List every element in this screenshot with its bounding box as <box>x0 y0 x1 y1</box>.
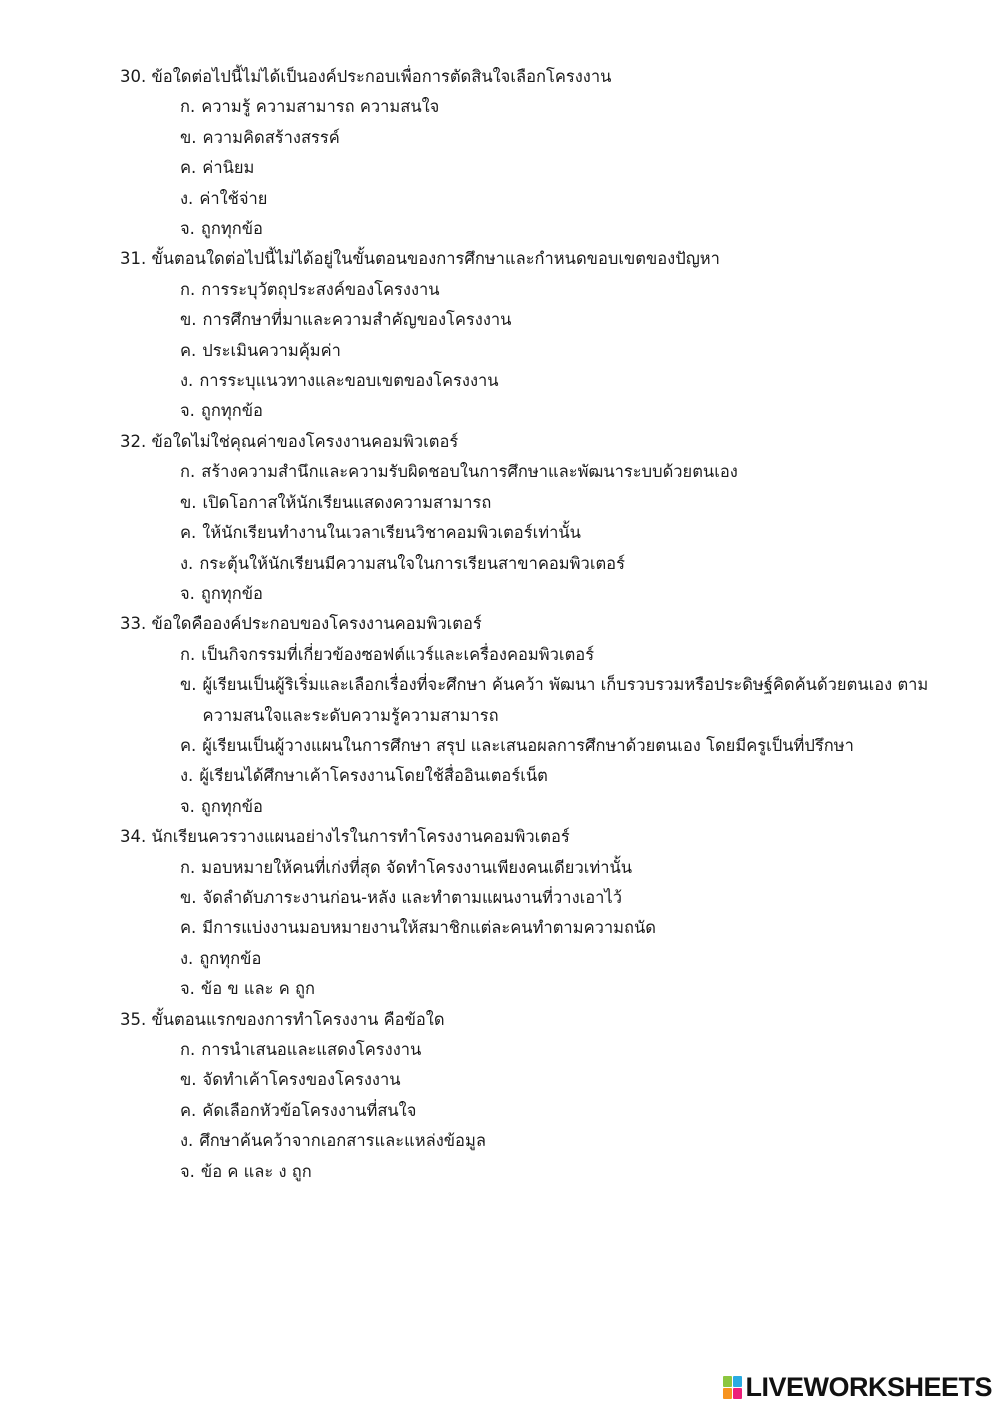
choice-option[interactable] <box>180 336 940 366</box>
question-number: 30. <box>120 67 147 86</box>
choice-option[interactable] <box>180 275 940 305</box>
choice-option[interactable] <box>180 184 940 214</box>
question-prompt: ข้อใดต่อไปนี้ไม่ได้เป็นองค์ประกอบเพื่อการตัดสินใจเลือกโครงงาน <box>151 67 612 86</box>
choice-text: ผู้เรียนเป็นผู้วางแผนในการศึกษา สรุป และเสนอผลการศึกษาด้วยตนเอง โดยมีครูเป็นที่ปรึกษา <box>202 735 854 755</box>
choice-option[interactable] <box>180 92 940 122</box>
choice-letter: ก. <box>180 279 196 299</box>
choice-letter: ข. <box>180 1070 197 1090</box>
question-30 <box>120 62 940 244</box>
choice-option[interactable] <box>180 1096 940 1126</box>
choice-letter: จ. <box>180 219 195 239</box>
question-prompt: ขั้นตอนใดต่อไปนี้ไม่ได้อยู่ในขั้นตอนของการศึกษาและกำหนดขอบเขตของปัญหา <box>151 249 720 269</box>
choice-letter: ง. <box>180 188 194 208</box>
question-text <box>120 427 940 457</box>
choice-text: กระตุ้นให้นักเรียนมีความสนใจในการเรียนสาขาคอมพิวเตอร์ <box>199 553 625 573</box>
choice-letter: ข. <box>180 127 197 147</box>
choice-option[interactable] <box>180 1035 940 1065</box>
choice-letter: จ. <box>180 401 195 421</box>
choice-letter: ค. <box>180 735 197 755</box>
choice-list <box>120 92 940 244</box>
question-prompt: ข้อใดคือองค์ประกอบของโครงงานคอมพิวเตอร์ <box>151 614 482 634</box>
question-text <box>120 609 940 639</box>
choice-text: ถูกทุกข้อ <box>199 948 262 968</box>
choice-text: ถูกทุกข้อ <box>200 401 263 421</box>
choice-option[interactable] <box>180 731 940 761</box>
choice-option[interactable] <box>180 974 940 1004</box>
choice-text: การระบุวัตถุประสงค์ของโครงงาน <box>201 279 440 299</box>
choice-option[interactable] <box>180 579 940 609</box>
choice-option[interactable] <box>180 640 940 670</box>
question-number: 35. <box>120 1009 147 1029</box>
choice-text: ผู้เรียนได้ศึกษาเค้าโครงงานโดยใช้สื่ออินเตอร์เน็ต <box>199 766 548 786</box>
question-text <box>120 822 940 852</box>
choice-text: ถูกทุกข้อ <box>200 796 263 816</box>
choice-option[interactable] <box>180 761 940 791</box>
choice-letter: ข. <box>180 310 197 330</box>
choice-letter: ข. <box>180 675 197 695</box>
choice-text: มีการแบ่งงานมอบหมายงานให้สมาชิกแต่ละคนทำตามความถนัด <box>202 918 657 938</box>
choice-letter: ง. <box>180 948 194 968</box>
question-number: 31. <box>120 249 147 269</box>
choice-option[interactable] <box>180 883 940 913</box>
choice-text: ความรู้ ความสามารถ ความสนใจ <box>201 97 440 117</box>
choice-option[interactable] <box>180 488 940 518</box>
choice-option[interactable] <box>180 214 940 244</box>
logo-icon <box>722 1375 742 1399</box>
choice-option[interactable] <box>180 1126 940 1156</box>
choice-letter: ข. <box>180 887 197 907</box>
choice-text: คัดเลือกหัวข้อโครงงานที่สนใจ <box>202 1100 417 1120</box>
logo-text: LIVEWORKSHEETS <box>745 1372 992 1402</box>
question-text <box>120 1005 940 1035</box>
choice-text: ถูกทุกข้อ <box>200 219 263 239</box>
choice-text: เป็นกิจกรรมที่เกี่ยวข้องซอฟต์แวร์และเครื่องคอมพิวเตอร์ <box>201 644 595 664</box>
question-prompt: ขั้นตอนแรกของการทำโครงงาน คือข้อใด <box>151 1009 445 1029</box>
logo-square-green <box>723 1376 732 1387</box>
logo-square-pink <box>733 1388 742 1399</box>
choice-option[interactable] <box>180 366 940 396</box>
choice-option[interactable] <box>180 396 940 426</box>
choice-option[interactable] <box>180 792 940 822</box>
choice-text: จัดทำเค้าโครงของโครงงาน <box>202 1070 401 1090</box>
choice-letter: ค. <box>180 340 197 360</box>
choice-text: ข้อ ข และ ค ถูก <box>200 979 315 999</box>
choice-letter: ง. <box>180 553 194 573</box>
choice-letter: ก. <box>180 1040 196 1059</box>
question-32 <box>120 427 940 609</box>
choice-text: ค่าใช้จ่าย <box>199 188 268 208</box>
question-number: 34. <box>120 827 147 847</box>
choice-option[interactable] <box>180 457 940 487</box>
choice-option[interactable] <box>180 518 940 548</box>
question-31 <box>120 244 940 426</box>
choice-option[interactable] <box>180 670 940 731</box>
choice-text: ถูกทุกข้อ <box>200 583 263 603</box>
choice-text: มอบหมายให้คนที่เก่งที่สุด จัดทำโครงงานเพียงคนเดียวเท่านั้น <box>201 857 633 877</box>
choice-option[interactable] <box>180 913 940 943</box>
choice-text: ความคิดสร้างสรรค์ <box>202 127 340 147</box>
choice-text: ประเมินความคุ้มค่า <box>202 340 341 360</box>
choice-option[interactable] <box>180 305 940 335</box>
choice-list <box>120 1035 940 1187</box>
logo-square-blue <box>733 1376 742 1387</box>
choice-text: ให้นักเรียนทำงานในเวลาเรียนวิชาคอมพิวเตอร์เท่านั้น <box>202 523 581 543</box>
choice-list <box>120 275 940 427</box>
question-number: 33. <box>120 614 147 634</box>
choice-letter: ก. <box>180 97 196 117</box>
choice-letter: ค. <box>180 158 197 178</box>
choice-letter: ค. <box>180 918 197 938</box>
choice-option[interactable] <box>180 153 940 183</box>
choice-text: ศึกษาค้นคว้าจากเอกสารและแหล่งข้อมูล <box>199 1131 486 1151</box>
choice-letter: จ. <box>180 979 195 999</box>
choice-text: การศึกษาที่มาและความสำคัญของโครงงาน <box>202 310 512 330</box>
worksheet <box>120 62 940 1187</box>
choice-text: การระบุแนวทางและขอบเขตของโครงงาน <box>199 371 499 391</box>
choice-letter: ง. <box>180 766 194 786</box>
choice-letter: ง. <box>180 1131 194 1151</box>
question-prompt: นักเรียนควรวางแผนอย่างไรในการทำโครงงานคอมพิวเตอร์ <box>151 827 570 847</box>
choice-text: ค่านิยม <box>202 158 255 178</box>
liveworksheets-logo[interactable] <box>722 1373 992 1401</box>
choice-letter: จ. <box>180 583 195 603</box>
question-text <box>120 62 940 92</box>
question-33 <box>120 609 940 822</box>
choice-letter: ค. <box>180 1100 197 1120</box>
choice-text: จัดลำดับภาระงานก่อน-หลัง และทำตามแผนงานที่วางเอาไว้ <box>202 887 623 907</box>
question-prompt: ข้อใดไม่ใช่คุณค่าของโครงงานคอมพิวเตอร์ <box>151 431 459 451</box>
choice-letter: ข. <box>180 492 197 512</box>
choice-letter: ก. <box>180 857 196 877</box>
choice-letter: จ. <box>180 1161 195 1181</box>
choice-list <box>120 457 940 609</box>
question-34 <box>120 822 940 1004</box>
choice-option[interactable] <box>180 944 940 974</box>
choice-text: การนำเสนอและแสดงโครงงาน <box>201 1040 422 1059</box>
choice-text: ข้อ ค และ ง ถูก <box>200 1161 312 1181</box>
choice-letter: จ. <box>180 796 195 816</box>
choice-list <box>120 640 940 822</box>
choice-option[interactable] <box>180 123 940 153</box>
choice-text: เปิดโอกาสให้นักเรียนแสดงความสามารถ <box>202 492 492 512</box>
choice-letter: ก. <box>180 462 196 482</box>
choice-option[interactable] <box>180 549 940 579</box>
choice-text: สร้างความสำนึกและความรับผิดชอบในการศึกษาและพัฒนาระบบด้วยตนเอง <box>201 462 738 482</box>
logo-square-orange <box>723 1388 732 1399</box>
choice-option[interactable] <box>180 1065 940 1095</box>
choice-option[interactable] <box>180 1157 940 1187</box>
choice-option[interactable] <box>180 853 940 883</box>
choice-list <box>120 853 940 1005</box>
choice-letter: ง. <box>180 371 194 391</box>
choice-letter: ก. <box>180 644 196 664</box>
question-text <box>120 244 940 274</box>
choice-letter: ค. <box>180 523 197 543</box>
question-number: 32. <box>120 431 147 451</box>
question-35 <box>120 1005 940 1187</box>
choice-text: ผู้เรียนเป็นผู้ริเริ่มและเลือกเรื่องที่จะศึกษา ค้นคว้า พัฒนา เก็บรวบรวมหรือประดิษฐ์คิดค้นด้วยตนเอง ตามความสนใจและระดับความรู้ความสามารถ <box>202 675 929 725</box>
